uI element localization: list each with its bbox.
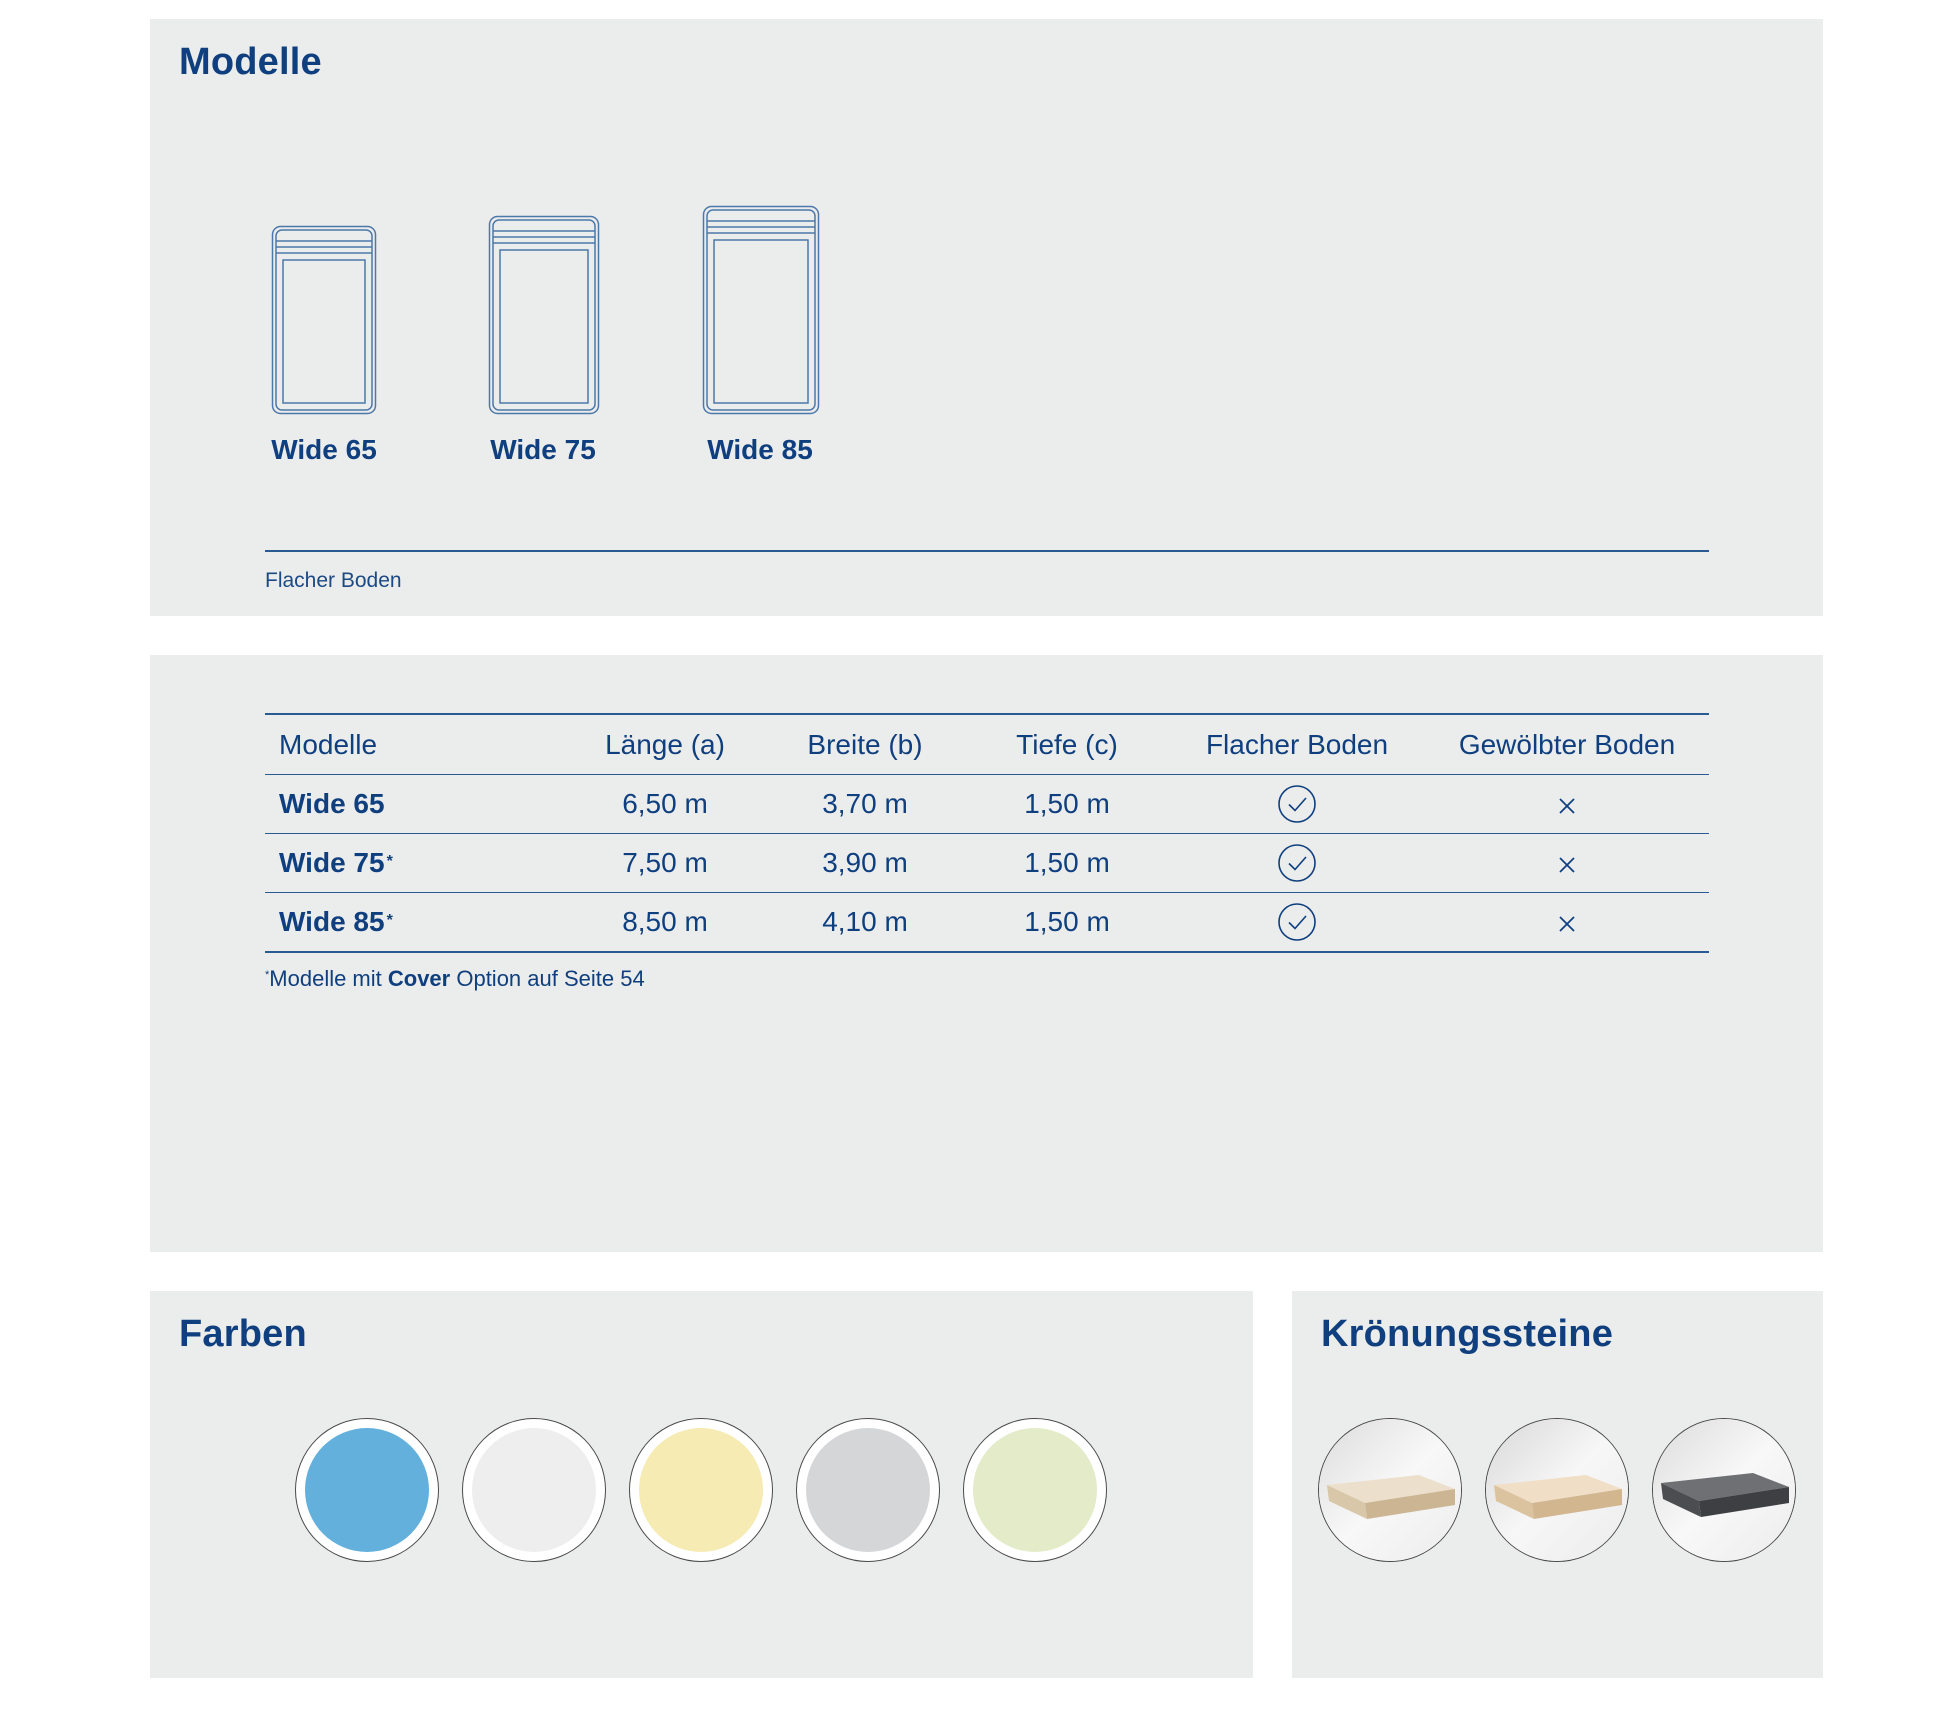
- table-row: [265, 893, 1709, 953]
- coping-stone-cream: [1485, 1418, 1629, 1562]
- footnote-prefix: Modelle mit: [269, 966, 388, 991]
- model-cell: [265, 834, 565, 893]
- column-header: Tiefe (c): [965, 714, 1169, 775]
- breite-cell: 4,10 m: [765, 893, 965, 953]
- modelle-panel: [150, 19, 1823, 616]
- coping-stone-sand: [1318, 1418, 1462, 1562]
- flacher-boden-cell: [1169, 775, 1425, 834]
- cross-icon: [1558, 915, 1576, 933]
- column-header: Gewölbter Boden: [1425, 714, 1709, 775]
- flacher-boden-cell: [1169, 893, 1425, 953]
- model-name: Wide 75: [279, 847, 385, 878]
- gewoelbter-boden-cell: [1425, 834, 1709, 893]
- table-footnote: [265, 966, 645, 992]
- coping-stone-image: [1653, 1419, 1796, 1562]
- color-swatch-white: [462, 1418, 606, 1562]
- cross-icon: [1558, 856, 1576, 874]
- pool-label-wide-65: Wide 65: [271, 434, 377, 465]
- swatch-fill: [806, 1428, 930, 1552]
- table-row: [265, 775, 1709, 834]
- laenge-cell: 6,50 m: [565, 775, 765, 834]
- coping-stone-image: [1319, 1419, 1462, 1562]
- column-header: Modelle: [265, 714, 565, 775]
- pool-outline-icon: [488, 215, 600, 415]
- color-swatch-grey: [796, 1418, 940, 1562]
- footnote-suffix: Option auf Seite 54: [450, 966, 645, 991]
- footnote-star: *: [265, 969, 270, 981]
- pool-outline-icon: [702, 205, 820, 415]
- pool-diagram-wide-85: [702, 205, 820, 415]
- color-swatch-blue: [295, 1418, 439, 1562]
- model-asterisk: *: [386, 912, 393, 929]
- pool-outline-icon: [271, 225, 377, 415]
- footnote-bold: Cover: [387, 966, 451, 991]
- gewoelbter-boden-cell: [1425, 893, 1709, 953]
- tiefe-cell: 1,50 m: [965, 893, 1169, 953]
- cross-icon: [1558, 797, 1576, 815]
- coping-stone-anthracite: [1652, 1418, 1796, 1562]
- column-header: Flacher Boden: [1169, 714, 1425, 775]
- laenge-cell: 7,50 m: [565, 834, 765, 893]
- gewoelbter-boden-cell: [1425, 775, 1709, 834]
- modelle-title: Modelle: [179, 41, 322, 83]
- check-icon: [1277, 784, 1317, 824]
- laenge-cell: 8,50 m: [565, 893, 765, 953]
- table-row: [265, 834, 1709, 893]
- breite-cell: 3,70 m: [765, 775, 965, 834]
- tiefe-cell: 1,50 m: [965, 775, 1169, 834]
- flacher-boden-cell: [1169, 834, 1425, 893]
- swatch-fill: [973, 1428, 1097, 1552]
- specs-table: [265, 713, 1709, 953]
- pool-diagram-wide-65: [271, 225, 377, 415]
- column-header: Länge (a): [565, 714, 765, 775]
- breite-cell: 3,90 m: [765, 834, 965, 893]
- pool-diagram-wide-75: [488, 215, 600, 415]
- model-name: Wide 65: [279, 788, 385, 819]
- kroenungssteine-panel: [1292, 1291, 1823, 1678]
- check-icon: [1277, 902, 1317, 942]
- swatch-fill: [305, 1428, 429, 1552]
- tiefe-cell: 1,50 m: [965, 834, 1169, 893]
- pool-label-wide-85: Wide 85: [707, 434, 813, 465]
- coping-stone-image: [1486, 1419, 1629, 1562]
- column-header: Breite (b): [765, 714, 965, 775]
- model-name: Wide 85: [279, 906, 385, 937]
- model-cell: [265, 775, 565, 834]
- swatch-fill: [472, 1428, 596, 1552]
- color-swatch-yellow: [629, 1418, 773, 1562]
- kroenungssteine-title: Krönungssteine: [1321, 1313, 1614, 1355]
- model-asterisk: *: [386, 853, 393, 870]
- divider: [265, 550, 1709, 552]
- swatch-fill: [639, 1428, 763, 1552]
- floor-caption: Flacher Boden: [265, 569, 402, 592]
- table-header-row: [265, 714, 1709, 775]
- farben-title: Farben: [179, 1313, 307, 1355]
- model-cell: [265, 893, 565, 953]
- color-swatch-light-green: [963, 1418, 1107, 1562]
- farben-panel: [150, 1291, 1253, 1678]
- check-icon: [1277, 843, 1317, 883]
- pool-label-wide-75: Wide 75: [490, 434, 596, 465]
